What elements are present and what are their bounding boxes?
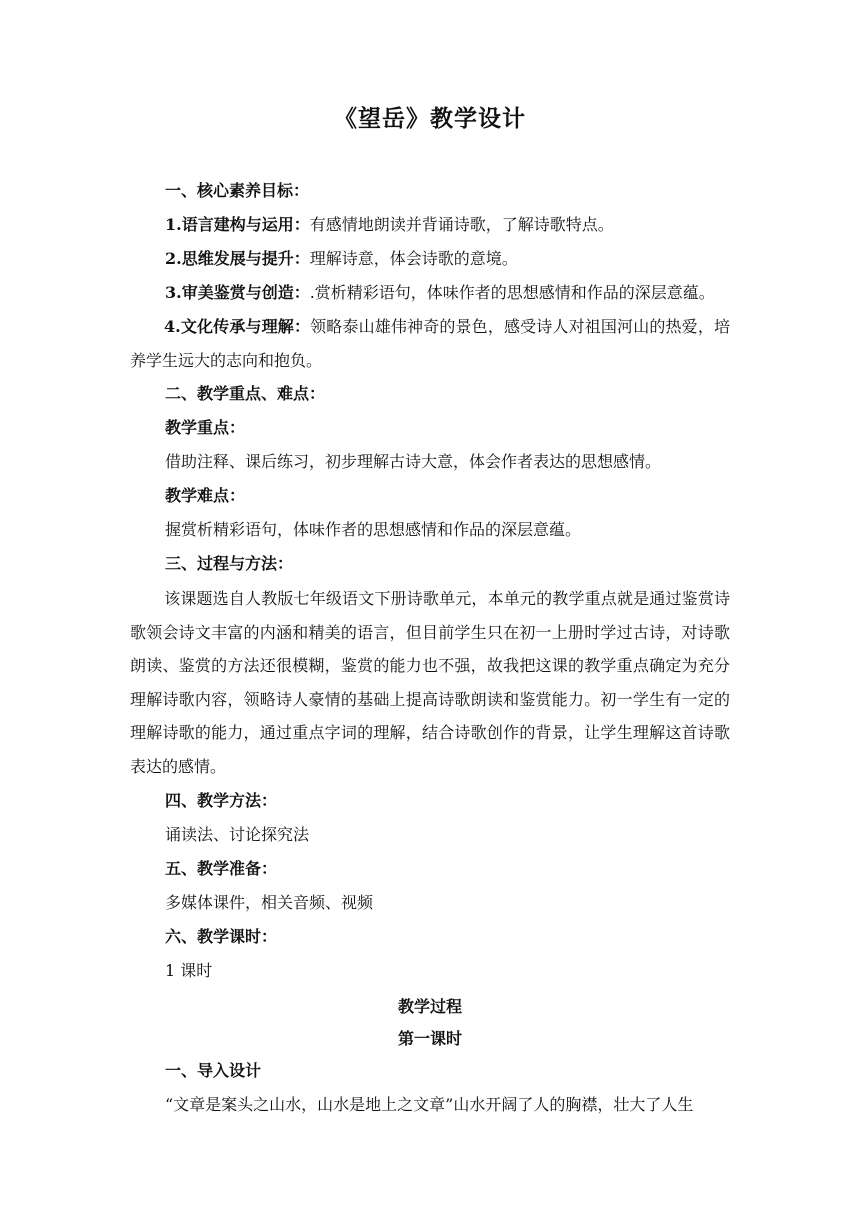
key-point-text: 借助注释、课后练习，初步理解古诗大意，体会作者表达的思想感情。: [165, 452, 662, 471]
section3-paragraph: [130, 582, 730, 784]
section4-text: 诵读法、讨论探究法: [165, 825, 310, 844]
lesson-heading: 第一课时: [397, 1029, 462, 1048]
objective-1-text: 有感情地朗读并背诵诗歌，了解诗歌特点。: [309, 215, 614, 234]
section1-heading: 一、核心素养目标：: [165, 181, 310, 200]
objective-4: [130, 310, 730, 377]
objective-4-text: 领略泰山雄伟神奇的景色，感受诗人对祖国河山的热爱，培养学生远大的志向和抱负。: [130, 317, 730, 370]
section3-heading: 三、过程与方法：: [165, 554, 294, 573]
objective-2-text: 理解诗意，体会诗歌的意境。: [309, 249, 518, 268]
intro-heading: 一、导入设计: [165, 1061, 262, 1080]
objective-1: [165, 214, 614, 236]
difficulty-text: 握赏析精彩语句，体味作者的思想感情和作品的深层意蕴。: [165, 520, 582, 539]
objective-3-label: 3.审美鉴赏与创造：: [165, 283, 310, 302]
section4-heading: 四、教学方法：: [165, 791, 278, 810]
section5-text: 多媒体课件，相关音频、视频: [165, 893, 374, 912]
difficulty-label: 教学难点：: [165, 486, 246, 505]
objective-2: [165, 248, 518, 270]
objective-2-label: 2.思维发展与提升：: [165, 249, 310, 268]
key-point-label: 教学重点：: [165, 418, 246, 437]
document-title: 《望岳》教学设计: [334, 105, 526, 132]
objective-1-label: 1.语言建构与运用：: [165, 215, 310, 234]
section2-heading: 二、教学重点、难点：: [165, 384, 326, 403]
section6-text: 1 课时: [165, 961, 213, 980]
objective-3-text: .赏析精彩语句，体味作者的思想感情和作品的深层意蕴。: [309, 283, 715, 302]
intro-text: “文章是案头之山水，山水是地上之文章”山水开阔了人的胸襟，壮大了人生: [165, 1095, 694, 1114]
objective-3: [165, 282, 715, 304]
process-heading: 教学过程: [397, 997, 462, 1016]
objective-4-label: 4.文化传承与理解：: [164, 317, 311, 336]
section3-text: 该课题选自人教版七年级语文下册诗歌单元，本单元的教学重点就是通过鉴赏诗歌领会诗文丰富的内涵和精美的语言，但目前学生只在初一上册时学过古诗，对诗歌朗读、鉴赏的方法还很模糊，鉴赏的能力也不强，故我把这课的教学重点确定为充分理解诗歌内容，领略诗人豪情的基础上提高诗歌朗读和鉴赏能力。初一学生有一定的理解诗歌的能力，通过重点字词的理解，结合诗歌创作的背景，让学生理解这首诗歌表达的感情。: [130, 589, 730, 776]
section6-heading: 六、教学课时：: [165, 927, 278, 946]
section5-heading: 五、教学准备：: [165, 859, 278, 878]
